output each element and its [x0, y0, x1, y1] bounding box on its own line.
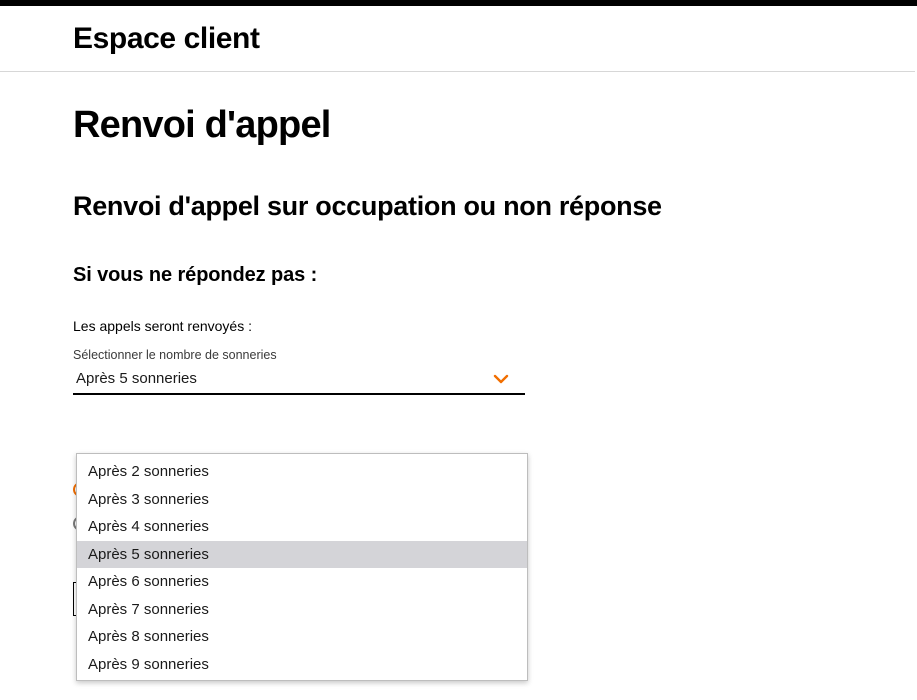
chevron-down-icon[interactable]	[493, 371, 509, 387]
section-title: Renvoi d'appel sur occupation ou non réponse	[73, 190, 662, 221]
select-selected-value: Après 5 sonneries	[76, 369, 197, 387]
main-content	[0, 105, 917, 395]
page-title: Renvoi d'appel	[73, 104, 331, 146]
dropdown-option[interactable]: Après 8 sonneries	[88, 628, 209, 645]
lead-text: Les appels seront renvoyés :	[73, 317, 252, 334]
dropdown-option[interactable]: Après 4 sonneries	[88, 518, 209, 535]
app-header	[0, 6, 917, 72]
page-container	[0, 6, 917, 700]
dropdown-option[interactable]: Après 9 sonneries	[88, 655, 209, 673]
sub-title: Si vous ne répondez pas :	[73, 263, 318, 286]
dropdown-option-selected[interactable]: Après 5 sonneries	[77, 541, 527, 569]
dropdown-option[interactable]: Après 2 sonneries	[88, 463, 209, 480]
dropdown-option[interactable]: Après 3 sonneries	[88, 490, 209, 508]
dropdown-option[interactable]: Après 6 sonneries	[88, 573, 209, 590]
select-label: Sélectionner le nombre de sonneries	[73, 347, 277, 362]
ring-count-select[interactable]	[73, 365, 525, 395]
header-title: Espace client	[73, 21, 260, 55]
ring-count-dropdown-list[interactable]	[76, 453, 528, 681]
dropdown-option[interactable]: Après 7 sonneries	[88, 600, 209, 618]
